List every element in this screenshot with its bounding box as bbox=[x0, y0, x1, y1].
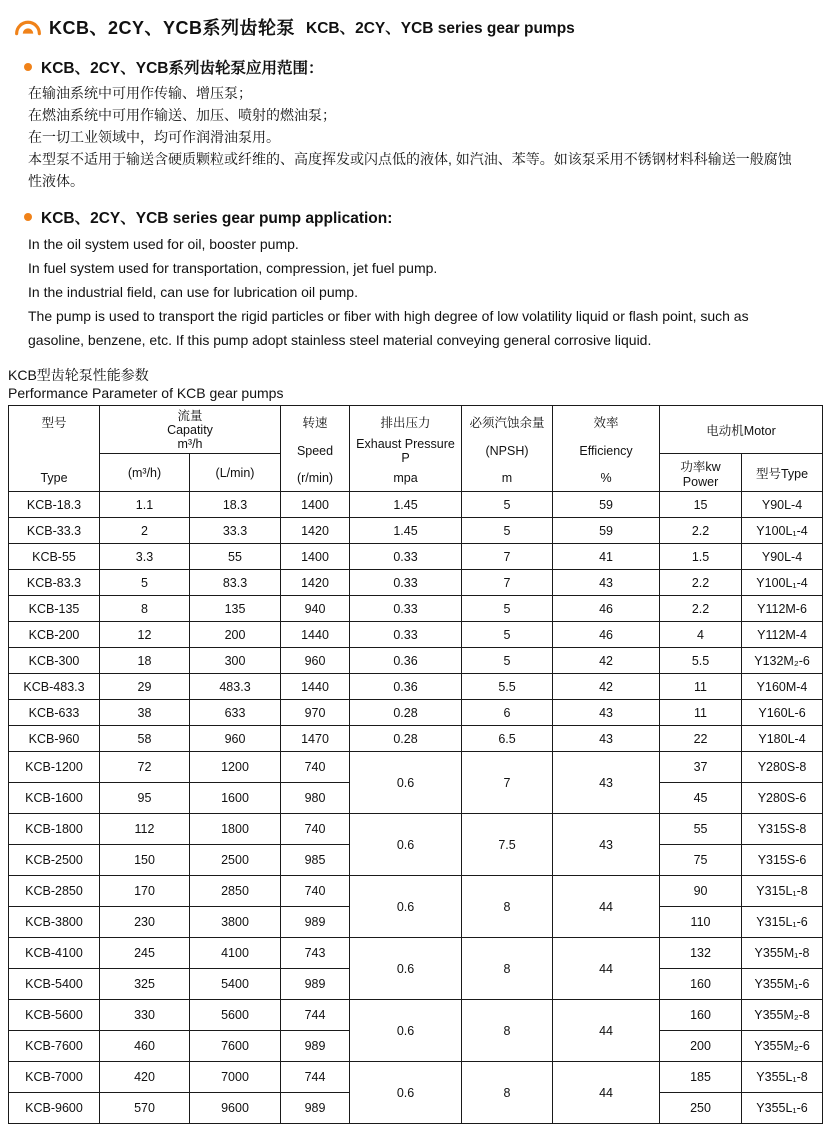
cell-npsh: 5 bbox=[462, 596, 553, 622]
cell-motor-power: 11 bbox=[660, 700, 742, 726]
cell-motor-type: Y355L₁-6 bbox=[742, 1093, 823, 1124]
cell-capacity-m3h: 29 bbox=[100, 674, 190, 700]
cell-pressure: 0.6 bbox=[350, 752, 462, 814]
cell-motor-type: Y90L-4 bbox=[742, 492, 823, 518]
cn-paragraph: 本型泵不适用于输送含硬质颗粒或纤维的、高度挥发或闪点低的液体, 如汽油、苯等。如该泵采用不锈钢材料科输送一般腐蚀性液体。 bbox=[28, 151, 792, 189]
cell-speed: 940 bbox=[281, 596, 350, 622]
cell-efficiency: 46 bbox=[553, 596, 660, 622]
cell-pump-type: KCB-633 bbox=[9, 700, 100, 726]
cell-efficiency: 44 bbox=[553, 938, 660, 1000]
cell-capacity-lmin: 135 bbox=[190, 596, 281, 622]
table-captions bbox=[8, 366, 822, 402]
cell-capacity-m3h: 112 bbox=[100, 814, 190, 845]
cell-speed: 740 bbox=[281, 814, 350, 845]
cell-speed: 989 bbox=[281, 907, 350, 938]
cell-capacity-m3h: 18 bbox=[100, 648, 190, 674]
cell-speed: 1400 bbox=[281, 544, 350, 570]
cell-npsh: 7 bbox=[462, 570, 553, 596]
cell-capacity-m3h: 38 bbox=[100, 700, 190, 726]
cell-npsh: 8 bbox=[462, 876, 553, 938]
cell-motor-type: Y100L₁-4 bbox=[742, 570, 823, 596]
header-efficiency-unit: % bbox=[600, 470, 612, 485]
header-type-en: Type bbox=[40, 470, 68, 485]
cell-speed: 985 bbox=[281, 845, 350, 876]
title-en: KCB、2CY、YCB series gear pumps bbox=[306, 20, 575, 37]
cell-motor-type: Y315S-6 bbox=[742, 845, 823, 876]
cell-capacity-m3h: 230 bbox=[100, 907, 190, 938]
cell-efficiency: 43 bbox=[553, 752, 660, 814]
cell-motor-power: 37 bbox=[660, 752, 742, 783]
header-npsh bbox=[462, 406, 553, 492]
header-pressure-zh: 排出压力 bbox=[380, 415, 431, 430]
cell-efficiency: 44 bbox=[553, 876, 660, 938]
cell-efficiency: 44 bbox=[553, 1000, 660, 1062]
cell-pressure: 1.45 bbox=[350, 518, 462, 544]
header-speed-zh: 转速 bbox=[302, 415, 328, 430]
cell-motor-type: Y355L₁-8 bbox=[742, 1062, 823, 1093]
header-pressure-en: Exhaust Pressure P bbox=[356, 436, 455, 465]
table-row bbox=[9, 726, 823, 752]
table-row bbox=[9, 596, 823, 622]
bullet-icon bbox=[24, 213, 32, 221]
header-npsh-en: (NPSH) bbox=[485, 443, 529, 458]
section-heading-cn bbox=[24, 56, 822, 78]
cell-capacity-m3h: 72 bbox=[100, 752, 190, 783]
cell-speed: 980 bbox=[281, 783, 350, 814]
cell-npsh: 5 bbox=[462, 622, 553, 648]
header-pressure-unit: mpa bbox=[393, 470, 418, 485]
cell-motor-power: 2.2 bbox=[660, 518, 742, 544]
cell-motor-type: Y100L₁-4 bbox=[742, 518, 823, 544]
cell-motor-power: 4 bbox=[660, 622, 742, 648]
cell-motor-power: 75 bbox=[660, 845, 742, 876]
en-line-2: In fuel system used for transportation, compression, jet fuel pump. bbox=[28, 260, 438, 276]
header-npsh-unit: m bbox=[501, 470, 513, 485]
cell-capacity-m3h: 1.1 bbox=[100, 492, 190, 518]
cell-speed: 989 bbox=[281, 1093, 350, 1124]
cell-efficiency: 59 bbox=[553, 518, 660, 544]
header-sub-motor-type: 型号Type bbox=[742, 454, 823, 492]
cell-capacity-lmin: 55 bbox=[190, 544, 281, 570]
cell-motor-type: Y315L₁-6 bbox=[742, 907, 823, 938]
cell-motor-power: 2.2 bbox=[660, 570, 742, 596]
section-heading-cn-text: KCB、2CY、YCB系列齿轮泵应用范围： bbox=[41, 60, 324, 77]
header-capacity-zh: 流量 bbox=[177, 409, 203, 423]
cell-speed: 970 bbox=[281, 700, 350, 726]
cn-line-1: 在输油系统中可用作传输、增压泵； bbox=[28, 85, 252, 101]
table-row bbox=[9, 570, 823, 596]
cell-capacity-lmin: 1800 bbox=[190, 814, 281, 845]
cell-motor-type: Y90L-4 bbox=[742, 544, 823, 570]
cell-capacity-lmin: 483.3 bbox=[190, 674, 281, 700]
cell-capacity-m3h: 460 bbox=[100, 1031, 190, 1062]
cell-capacity-m3h: 58 bbox=[100, 726, 190, 752]
cell-pressure: 0.6 bbox=[350, 1062, 462, 1124]
cell-capacity-m3h: 420 bbox=[100, 1062, 190, 1093]
table-row bbox=[9, 492, 823, 518]
cell-capacity-lmin: 83.3 bbox=[190, 570, 281, 596]
cell-efficiency: 46 bbox=[553, 622, 660, 648]
pump-table-body bbox=[9, 492, 823, 1124]
cell-pump-type: KCB-5600 bbox=[9, 1000, 100, 1031]
header-type-zh: 型号 bbox=[41, 415, 67, 430]
cell-pressure: 0.28 bbox=[350, 726, 462, 752]
cell-capacity-lmin: 2850 bbox=[190, 876, 281, 907]
cell-speed: 989 bbox=[281, 1031, 350, 1062]
en-line-1: In the oil system used for oil, booster pump. bbox=[28, 236, 299, 252]
cell-efficiency: 43 bbox=[553, 700, 660, 726]
header-npsh-zh: 必须汽蚀余量 bbox=[469, 415, 545, 430]
cell-capacity-m3h: 12 bbox=[100, 622, 190, 648]
cell-motor-power: 160 bbox=[660, 969, 742, 1000]
cell-capacity-lmin: 2500 bbox=[190, 845, 281, 876]
cell-speed: 740 bbox=[281, 876, 350, 907]
cell-npsh: 8 bbox=[462, 1000, 553, 1062]
cell-speed: 1470 bbox=[281, 726, 350, 752]
cell-pressure: 0.33 bbox=[350, 596, 462, 622]
cell-capacity-m3h: 5 bbox=[100, 570, 190, 596]
header-sub-power bbox=[660, 454, 742, 492]
header-capacity-unit: m³/h bbox=[177, 437, 203, 451]
cell-motor-type: Y280S-8 bbox=[742, 752, 823, 783]
section-body-cn bbox=[28, 82, 822, 192]
cell-npsh: 7.5 bbox=[462, 814, 553, 876]
cell-capacity-lmin: 33.3 bbox=[190, 518, 281, 544]
table-row bbox=[9, 1062, 823, 1093]
cell-pump-type: KCB-960 bbox=[9, 726, 100, 752]
cell-motor-type: Y132M₂-6 bbox=[742, 648, 823, 674]
cell-npsh: 8 bbox=[462, 1062, 553, 1124]
cell-capacity-m3h: 245 bbox=[100, 938, 190, 969]
cell-speed: 740 bbox=[281, 752, 350, 783]
header-speed bbox=[281, 406, 350, 492]
cell-pressure: 0.33 bbox=[350, 622, 462, 648]
cell-pump-type: KCB-33.3 bbox=[9, 518, 100, 544]
cell-motor-power: 250 bbox=[660, 1093, 742, 1124]
cell-efficiency: 59 bbox=[553, 492, 660, 518]
cell-pump-type: KCB-83.3 bbox=[9, 570, 100, 596]
cell-pump-type: KCB-483.3 bbox=[9, 674, 100, 700]
cell-pump-type: KCB-18.3 bbox=[9, 492, 100, 518]
cell-capacity-lmin: 3800 bbox=[190, 907, 281, 938]
cell-motor-power: 185 bbox=[660, 1062, 742, 1093]
table-row bbox=[9, 700, 823, 726]
header-motor-label: 电动机Motor bbox=[706, 423, 776, 438]
cell-motor-type: Y355M₂-6 bbox=[742, 1031, 823, 1062]
table-row bbox=[9, 544, 823, 570]
cn-line-3: 在一切工业领域中，均可作润滑油泵用。 bbox=[28, 129, 280, 145]
cn-line-2: 在燃油系统中可用作输送、加压、喷射的燃油泵； bbox=[28, 107, 336, 123]
cell-motor-type: Y112M-6 bbox=[742, 596, 823, 622]
table-row bbox=[9, 622, 823, 648]
cell-capacity-lmin: 633 bbox=[190, 700, 281, 726]
cell-capacity-lmin: 200 bbox=[190, 622, 281, 648]
cell-npsh: 5 bbox=[462, 492, 553, 518]
cell-capacity-m3h: 3.3 bbox=[100, 544, 190, 570]
cell-pump-type: KCB-55 bbox=[9, 544, 100, 570]
cell-motor-type: Y180L-4 bbox=[742, 726, 823, 752]
bullet-icon bbox=[24, 63, 32, 71]
cell-capacity-lmin: 5400 bbox=[190, 969, 281, 1000]
cell-speed: 1400 bbox=[281, 492, 350, 518]
table-row bbox=[9, 814, 823, 845]
header-motor bbox=[660, 406, 823, 454]
cell-motor-power: 55 bbox=[660, 814, 742, 845]
cell-pump-type: KCB-7600 bbox=[9, 1031, 100, 1062]
cell-motor-type: Y112M-4 bbox=[742, 622, 823, 648]
table-row bbox=[9, 752, 823, 783]
cell-speed: 1420 bbox=[281, 518, 350, 544]
section-heading-en bbox=[24, 206, 822, 228]
cell-pressure: 0.36 bbox=[350, 674, 462, 700]
cell-pressure: 0.6 bbox=[350, 938, 462, 1000]
table-caption-en: Performance Parameter of KCB gear pumps bbox=[8, 385, 284, 401]
cell-efficiency: 44 bbox=[553, 1062, 660, 1124]
cell-pump-type: KCB-300 bbox=[9, 648, 100, 674]
table-row bbox=[9, 674, 823, 700]
cell-pump-type: KCB-9600 bbox=[9, 1093, 100, 1124]
performance-table bbox=[8, 405, 823, 1124]
cell-capacity-lmin: 18.3 bbox=[190, 492, 281, 518]
header-pressure bbox=[350, 406, 462, 492]
cell-motor-power: 110 bbox=[660, 907, 742, 938]
header-efficiency-zh: 效率 bbox=[593, 415, 619, 430]
table-row bbox=[9, 876, 823, 907]
cell-capacity-lmin: 5600 bbox=[190, 1000, 281, 1031]
table-caption-zh: KCB型齿轮泵性能参数 bbox=[8, 367, 149, 383]
cell-motor-type: Y355M₁-6 bbox=[742, 969, 823, 1000]
header-sub-power-zh: 功率kw bbox=[680, 459, 721, 474]
header-sub-power-en: Power bbox=[682, 474, 719, 489]
cell-pump-type: KCB-1800 bbox=[9, 814, 100, 845]
cell-npsh: 6 bbox=[462, 700, 553, 726]
table-row bbox=[9, 518, 823, 544]
cell-motor-type: Y315S-8 bbox=[742, 814, 823, 845]
cell-npsh: 5 bbox=[462, 518, 553, 544]
cell-pump-type: KCB-200 bbox=[9, 622, 100, 648]
cell-motor-power: 1.5 bbox=[660, 544, 742, 570]
cell-pump-type: KCB-135 bbox=[9, 596, 100, 622]
cell-capacity-lmin: 1600 bbox=[190, 783, 281, 814]
en-line-3: In the industrial field, can use for lubrication oil pump. bbox=[28, 284, 358, 300]
cell-pressure: 0.6 bbox=[350, 1000, 462, 1062]
table-row bbox=[9, 648, 823, 674]
cell-npsh: 8 bbox=[462, 938, 553, 1000]
cell-capacity-m3h: 325 bbox=[100, 969, 190, 1000]
cell-npsh: 7 bbox=[462, 544, 553, 570]
cell-npsh: 7 bbox=[462, 752, 553, 814]
cell-capacity-m3h: 95 bbox=[100, 783, 190, 814]
cell-motor-type: Y160L-6 bbox=[742, 700, 823, 726]
cell-pressure: 0.6 bbox=[350, 876, 462, 938]
cell-capacity-m3h: 150 bbox=[100, 845, 190, 876]
cell-npsh: 5 bbox=[462, 648, 553, 674]
cell-pump-type: KCB-4100 bbox=[9, 938, 100, 969]
cell-efficiency: 41 bbox=[553, 544, 660, 570]
cell-pump-type: KCB-1200 bbox=[9, 752, 100, 783]
cell-speed: 744 bbox=[281, 1062, 350, 1093]
cell-motor-power: 45 bbox=[660, 783, 742, 814]
table-row bbox=[9, 938, 823, 969]
header-efficiency-en: Efficiency bbox=[579, 443, 633, 458]
cell-pump-type: KCB-5400 bbox=[9, 969, 100, 1000]
cell-speed: 743 bbox=[281, 938, 350, 969]
cell-pump-type: KCB-2500 bbox=[9, 845, 100, 876]
cell-pressure: 1.45 bbox=[350, 492, 462, 518]
cell-npsh: 5.5 bbox=[462, 674, 553, 700]
cell-efficiency: 43 bbox=[553, 726, 660, 752]
cell-pressure: 0.36 bbox=[350, 648, 462, 674]
header-efficiency bbox=[553, 406, 660, 492]
cell-pump-type: KCB-1600 bbox=[9, 783, 100, 814]
cell-pressure: 0.33 bbox=[350, 570, 462, 596]
cell-speed: 989 bbox=[281, 969, 350, 1000]
header-sub-m3h: (m³/h) bbox=[100, 454, 190, 492]
cell-capacity-m3h: 8 bbox=[100, 596, 190, 622]
cell-motor-power: 15 bbox=[660, 492, 742, 518]
cell-speed: 1440 bbox=[281, 674, 350, 700]
cell-npsh: 6.5 bbox=[462, 726, 553, 752]
cell-capacity-lmin: 7600 bbox=[190, 1031, 281, 1062]
cell-efficiency: 42 bbox=[553, 648, 660, 674]
header-speed-en: Speed bbox=[296, 443, 334, 458]
cell-capacity-lmin: 9600 bbox=[190, 1093, 281, 1124]
brand-arc-icon bbox=[14, 19, 42, 36]
cell-capacity-lmin: 7000 bbox=[190, 1062, 281, 1093]
cell-capacity-m3h: 2 bbox=[100, 518, 190, 544]
cell-efficiency: 43 bbox=[553, 814, 660, 876]
cell-motor-power: 11 bbox=[660, 674, 742, 700]
header-speed-unit: (r/min) bbox=[296, 470, 334, 485]
cell-pump-type: KCB-7000 bbox=[9, 1062, 100, 1093]
cell-capacity-lmin: 4100 bbox=[190, 938, 281, 969]
cell-efficiency: 42 bbox=[553, 674, 660, 700]
header-sub-lmin: (L/min) bbox=[190, 454, 281, 492]
cell-motor-type: Y355M₁-8 bbox=[742, 938, 823, 969]
cell-motor-power: 132 bbox=[660, 938, 742, 969]
cell-motor-power: 2.2 bbox=[660, 596, 742, 622]
cell-motor-power: 160 bbox=[660, 1000, 742, 1031]
section-heading-en-text: KCB、2CY、YCB series gear pump application: bbox=[41, 210, 393, 227]
cell-capacity-m3h: 330 bbox=[100, 1000, 190, 1031]
header-capacity bbox=[100, 406, 281, 454]
cell-speed: 960 bbox=[281, 648, 350, 674]
cell-motor-power: 5.5 bbox=[660, 648, 742, 674]
cell-motor-power: 22 bbox=[660, 726, 742, 752]
cell-speed: 1440 bbox=[281, 622, 350, 648]
cell-speed: 744 bbox=[281, 1000, 350, 1031]
cell-motor-type: Y315L₁-8 bbox=[742, 876, 823, 907]
en-paragraph: The pump is used to transport the rigid particles or fiber with high degree of low volatility liquid or flash point, such as gasoline, benzene, etc. If this pump adopt stainless steel material conveying general corrosive liquid. bbox=[28, 308, 749, 348]
cell-speed: 1420 bbox=[281, 570, 350, 596]
cell-motor-type: Y355M₂-8 bbox=[742, 1000, 823, 1031]
cell-motor-power: 90 bbox=[660, 876, 742, 907]
cell-pressure: 0.28 bbox=[350, 700, 462, 726]
cell-pump-type: KCB-2850 bbox=[9, 876, 100, 907]
cell-motor-type: Y280S-6 bbox=[742, 783, 823, 814]
cell-capacity-m3h: 570 bbox=[100, 1093, 190, 1124]
cell-capacity-m3h: 170 bbox=[100, 876, 190, 907]
section-body-en bbox=[28, 232, 822, 352]
cell-pump-type: KCB-3800 bbox=[9, 907, 100, 938]
page-title bbox=[8, 8, 822, 42]
cell-capacity-lmin: 300 bbox=[190, 648, 281, 674]
title-zh: KCB、2CY、YCB系列齿轮泵 bbox=[49, 18, 296, 38]
cell-capacity-lmin: 960 bbox=[190, 726, 281, 752]
header-type bbox=[9, 406, 100, 492]
cell-efficiency: 43 bbox=[553, 570, 660, 596]
cell-pressure: 0.6 bbox=[350, 814, 462, 876]
table-row bbox=[9, 1000, 823, 1031]
cell-capacity-lmin: 1200 bbox=[190, 752, 281, 783]
cell-motor-power: 200 bbox=[660, 1031, 742, 1062]
header-capacity-en: Capatity bbox=[167, 423, 213, 437]
cell-pressure: 0.33 bbox=[350, 544, 462, 570]
cell-motor-type: Y160M-4 bbox=[742, 674, 823, 700]
